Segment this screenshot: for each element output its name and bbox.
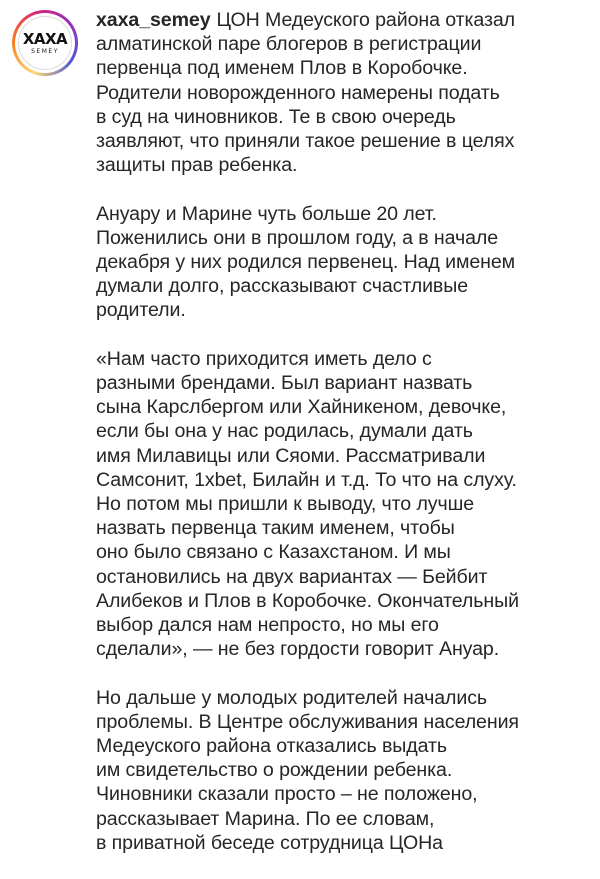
caption-line: Но дальше у молодых родителей начались xyxy=(96,686,488,709)
avatar-logo-subtext: SEMEY xyxy=(31,48,59,55)
caption-line: первенца под именем Плов в Коробочке. xyxy=(96,57,468,80)
caption-paragraph-4 xyxy=(96,686,594,855)
caption-paragraph-1 xyxy=(96,8,594,177)
caption-line: сделали», — не без гордости говорит Ануар. xyxy=(96,638,500,661)
caption-line: имя Милавицы или Сяоми. Рассматривали xyxy=(96,444,486,467)
username-link[interactable]: xaxa_semey xyxy=(96,9,211,31)
caption-line: в суд на чиновников. Те в свою очередь xyxy=(96,105,456,128)
caption-paragraph-2 xyxy=(96,202,594,323)
avatar[interactable] xyxy=(18,16,72,70)
caption-line: им свидетельство о рождении ребенка. xyxy=(96,759,453,782)
caption-line: назвать первенца таким именем, чтобы xyxy=(96,517,455,540)
caption-line: Алибеков и Плов в Коробочке. Окончательный xyxy=(96,589,519,612)
caption-line: алматинской паре блогеров в регистрации xyxy=(96,33,482,56)
caption-line: родители. xyxy=(96,299,186,322)
caption-line: сына Карслбергом или Хайникеном, девочке, xyxy=(96,396,507,419)
avatar-logo-text: XAXA xyxy=(22,30,68,48)
caption-line: Ануару и Марине чуть больше 20 лет. xyxy=(96,202,437,225)
caption-line: Родители новорожденного намерены подать xyxy=(96,81,500,104)
caption-line: рассказывает Марина. По ее словам, xyxy=(96,807,435,830)
caption-line: Чиновники сказали просто – не положено, xyxy=(96,783,478,806)
caption-paragraph-3 xyxy=(96,347,594,662)
caption-line: если бы она у нас родилась, думали дать xyxy=(96,420,473,443)
story-ring[interactable] xyxy=(12,10,78,76)
caption-line: остановились на двух вариантах — Бейбит xyxy=(96,565,488,588)
caption-line-text: ЦОН Медеуского района отказал xyxy=(216,9,515,31)
avatar-gap xyxy=(15,13,75,73)
caption-line: проблемы. В Центре обслуживания населения xyxy=(96,710,519,733)
caption-line: защиты прав ребенка. xyxy=(96,154,298,177)
caption-line: декабря у них родился первенец. Над именем xyxy=(96,251,515,274)
caption-line: Самсонит, 1xbet, Билайн и т.д. То что на слуху. xyxy=(96,468,517,491)
caption-line: «Нам часто приходится иметь дело с xyxy=(96,347,432,370)
caption-line: разными брендами. Был вариант назвать xyxy=(96,372,473,395)
caption-line: Но потом мы пришли к выводу, что лучше xyxy=(96,493,474,516)
caption-line xyxy=(96,8,594,32)
caption-line: заявляют, что приняли такое решение в целях xyxy=(96,130,515,153)
caption-line: Медеуского района отказались выдать xyxy=(96,735,447,758)
caption-line: Поженились они в прошлом году, а в начале xyxy=(96,226,499,249)
caption-line: оно было связано с Казахстаном. И мы xyxy=(96,541,451,564)
caption-text xyxy=(96,8,594,879)
caption-line: в приватной беседе сотрудница ЦОНа xyxy=(96,831,443,854)
caption-line: выбор дался нам непросто, но мы его xyxy=(96,614,439,637)
caption-line: думали долго, рассказывают счастливые xyxy=(96,275,469,298)
